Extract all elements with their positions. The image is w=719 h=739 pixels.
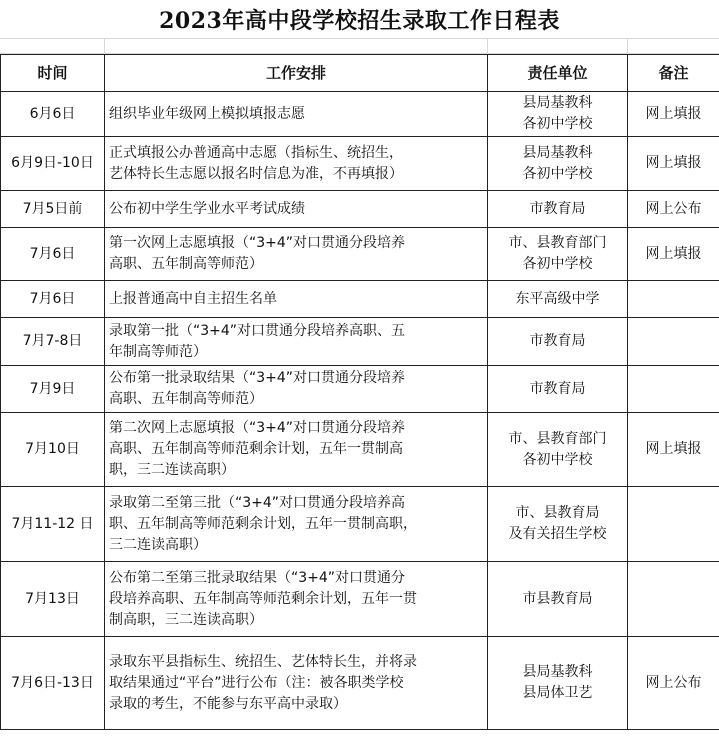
cell-time: 6月6日 [1,92,105,137]
cell-unit: 市、县教育局 及有关招生学校 [488,487,628,562]
cell-unit: 县局基教科 各初中学校 [488,137,628,191]
cell-note [628,366,719,413]
cell-note: 网上公布 [628,191,719,228]
table-row [1,228,719,281]
cell-time: 7月6日-13日 [1,637,105,730]
cell-work: 正式填报公办普通高中志愿（指标生、统招生， 艺体特长生志愿以报名时信息为准，不再填报） [105,137,488,191]
cell-work: 第一次网上志愿填报（“3+4”对口贯通分段培养 高职、五年制高等师范） [105,228,488,281]
cell-note [628,318,719,366]
table-row [1,562,719,637]
cell-unit: 市县教育局 [488,562,628,637]
cell-note: 网上公布 [628,637,719,730]
cell-time: 6月9日-10日 [1,137,105,191]
table-row [1,413,719,487]
grid-divider [104,39,105,55]
cell-work: 组织毕业年级网上模拟填报志愿 [105,92,488,137]
cell-work: 第二次网上志愿填报（“3+4”对口贯通分段培养 高职、五年制高等师范剩余计划，五年一贯制高 职，三二连读高职） [105,413,488,487]
cell-note [628,487,719,562]
cell-unit: 市教育局 [488,366,628,413]
cell-unit: 县局基教科 县局体卫艺 [488,637,628,730]
cell-unit: 市、县教育部门 各初中学校 [488,413,628,487]
cell-work: 公布初中学生学业水平考试成绩 [105,191,488,228]
cell-time: 7月9日 [1,366,105,413]
cell-time: 7月13日 [1,562,105,637]
grid-divider [487,39,488,55]
schedule-table [0,54,719,730]
cell-unit: 市、县教育部门 各初中学校 [488,228,628,281]
page-title: 2023年高中段学校招生录取工作日程表 [159,7,560,34]
header-note: 备注 [628,55,719,92]
cell-note [628,562,719,637]
cell-time: 7月5日前 [1,191,105,228]
table-row [1,318,719,366]
table-row [1,137,719,191]
cell-time: 7月10日 [1,413,105,487]
cell-work: 上报普通高中自主招生名单 [105,281,488,318]
cell-time: 7月11-12 日 [1,487,105,562]
cell-work: 录取第一批（“3+4”对口贯通分段培养高职、五 年制高等师范） [105,318,488,366]
header-time: 时间 [1,55,105,92]
cell-time: 7月6日 [1,281,105,318]
cell-unit: 东平高级中学 [488,281,628,318]
cell-note: 网上填报 [628,92,719,137]
cell-unit: 县局基教科 各初中学校 [488,92,628,137]
cell-work: 公布第一批录取结果（“3+4”对口贯通分段培养 高职、五年制高等师范） [105,366,488,413]
table-header-row [1,55,719,92]
cell-note [628,281,719,318]
cell-unit: 市教育局 [488,318,628,366]
table-row [1,191,719,228]
header-unit: 责任单位 [488,55,628,92]
table-row [1,366,719,413]
cell-time: 7月7-8日 [1,318,105,366]
cell-work: 录取第二至第三批（“3+4”对口贯通分段培养高 职、五年制高等师范剩余计划，五年一贯制高职， 三二连读高职） [105,487,488,562]
table-row [1,281,719,318]
cell-work: 录取东平县指标生、统招生、艺体特长生，并将录 取结果通过“平台”进行公布（注：被各职类学校 录取的考生，不能参与东平高中录取） [105,637,488,730]
cell-time: 7月6日 [1,228,105,281]
table-row [1,92,719,137]
cell-work: 公布第二至第三批录取结果（“3+4”对口贯通分 段培养高职、五年制高等师范剩余计划，五年一贯 制高职，三二连读高职） [105,562,488,637]
grid-divider [627,39,628,55]
header-work: 工作安排 [105,55,488,92]
empty-spreadsheet-row [0,38,719,54]
cell-unit: 市教育局 [488,191,628,228]
cell-note: 网上填报 [628,137,719,191]
table-row [1,487,719,562]
cell-note: 网上填报 [628,228,719,281]
table-row [1,637,719,730]
cell-note: 网上填报 [628,413,719,487]
